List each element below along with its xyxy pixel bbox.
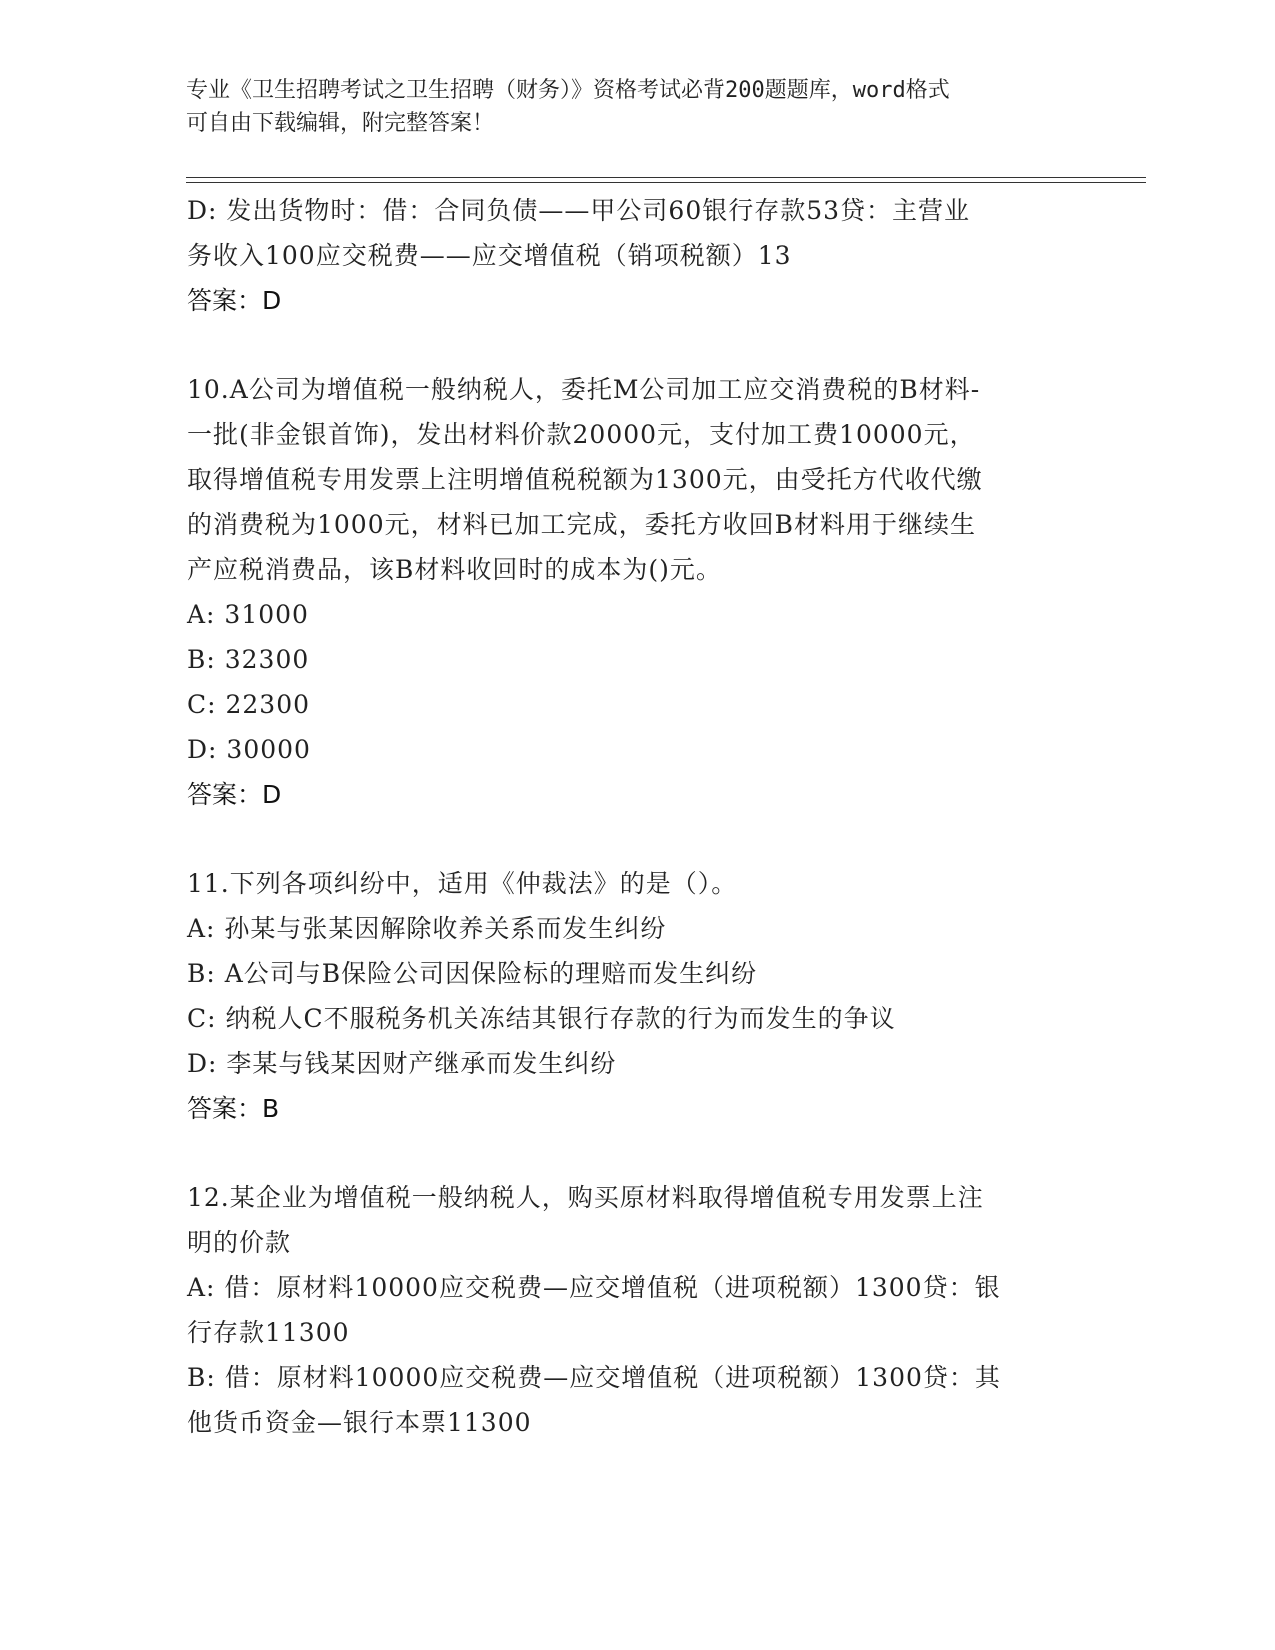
question-stem-line: 11.下列各项纠纷中，适用《仲裁法》的是（）。 [187,869,738,898]
spacer [187,323,1087,367]
previous-question-tail [187,188,1087,323]
option-c: C: 22300 [187,690,311,719]
option-a: A: 31000 [187,600,309,629]
question-10 [187,367,1087,817]
option-c: C: 纳税人C不服税务机关冻结其银行存款的行为而发生的争议 [187,1004,896,1033]
spacer [187,1131,1087,1175]
option-d: D: 30000 [187,735,311,764]
option-b: B: 32300 [187,645,310,674]
answer-text: 答案：D [187,286,282,315]
header-divider-bottom [186,182,1146,183]
header-title-line-2: 可自由下载编辑，附完整答案！ [186,111,495,136]
question-stem-line: 取得增值税专用发票上注明增值税税额为1300元，由受托方代收代缴 [187,465,983,494]
document-header [186,74,1086,140]
question-stem-line: 一批(非金银首饰)，发出材料价款20000元，支付加工费10000元， [187,420,976,449]
option-a-line-1: A: 借：原材料10000应交税费—应交增值税（进项税额）1300贷：银 [187,1273,1001,1302]
question-12 [187,1175,1087,1445]
option-a: A: 孙某与张某因解除收养关系而发生纠纷 [187,914,667,943]
option-a-line-2: 行存款11300 [187,1318,350,1347]
question-content [187,188,1087,1445]
header-divider-top [186,177,1146,178]
option-b-line-2: 他货币资金—银行本票11300 [187,1408,532,1437]
question-11 [187,861,1087,1131]
question-stem-line: 10.A公司为增值税一般纳税人，委托M公司加工应交消费税的B材料- [187,375,981,404]
option-b-line-1: B: 借：原材料10000应交税费—应交增值税（进项税额）1300贷：其 [187,1363,1001,1392]
answer-text: 答案：D [187,780,282,809]
spacer [187,817,1087,861]
header-title-line-1: 专业《卫生招聘考试之卫生招聘（财务）》资格考试必背200题题库，word格式 [186,78,950,103]
option-d: D: 李某与钱某因财产继承而发生纠纷 [187,1049,617,1078]
option-d-line-2: 务收入100应交税费——应交增值税（销项税额）13 [187,241,792,270]
question-stem-line: 明的价款 [187,1228,292,1257]
option-b: B: A公司与B保险公司因保险标的理赔而发生纠纷 [187,959,758,988]
question-stem-line: 12.某企业为增值税一般纳税人，购买原材料取得增值税专用发票上注 [187,1183,984,1212]
answer-text: 答案：B [187,1094,280,1123]
question-stem-line: 产应税消费品，该B材料收回时的成本为()元。 [187,555,722,584]
option-d-line-1: D: 发出货物时：借：合同负债——甲公司60银行存款53贷：主营业 [187,196,971,225]
question-stem-line: 的消费税为1000元，材料已加工完成，委托方收回B材料用于继续生 [187,510,976,539]
